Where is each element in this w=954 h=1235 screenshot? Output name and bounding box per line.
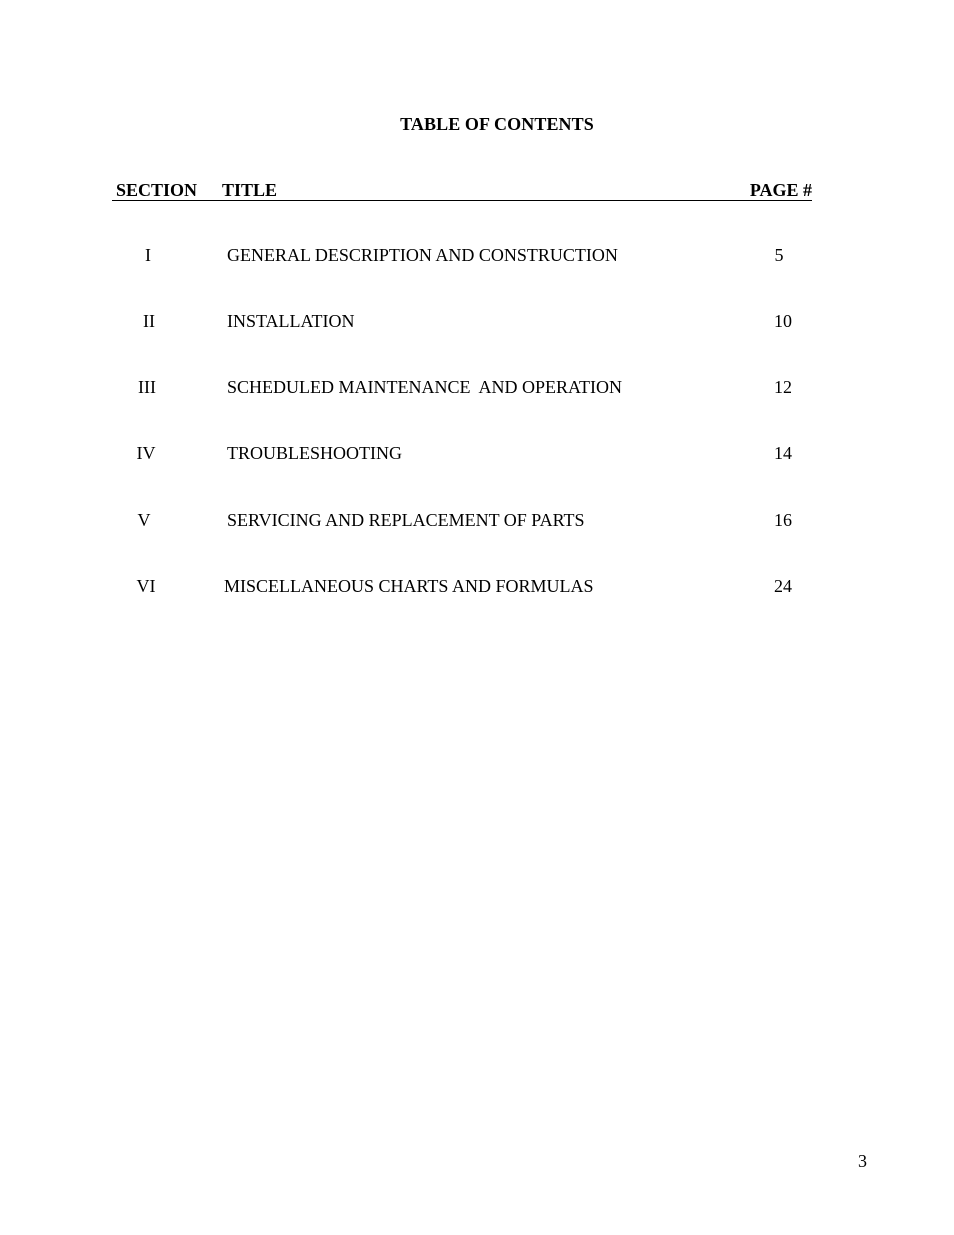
toc-entry-title: INSTALLATION	[227, 311, 355, 331]
toc-entry-page: 5	[774, 245, 784, 265]
toc-entry-section: III	[138, 377, 156, 397]
toc-entry-title: GENERAL DESCRIPTION AND CONSTRUCTION	[227, 245, 618, 265]
toc-entry	[0, 510, 954, 534]
toc-entry	[0, 311, 954, 335]
toc-entry	[0, 443, 954, 467]
toc-entry-page: 14	[774, 443, 792, 463]
column-header-section: SECTION	[116, 180, 198, 200]
toc-entry-title: MISCELLANEOUS CHARTS AND FORMULAS	[224, 576, 594, 596]
page-title: TABLE OF CONTENTS	[400, 114, 594, 134]
toc-entry-page: 10	[774, 311, 792, 331]
toc-entry-section: I	[145, 245, 151, 265]
toc-header-row	[112, 180, 812, 201]
column-header-title: TITLE	[222, 180, 278, 200]
toc-entry-page: 16	[774, 510, 792, 530]
toc-entry-page: 12	[774, 377, 792, 397]
toc-entry-title: TROUBLESHOOTING	[227, 443, 402, 463]
toc-entry-section: V	[137, 510, 151, 530]
toc-entry-title: SCHEDULED MAINTENANCE AND OPERATION	[227, 377, 622, 397]
toc-entry-title: SERVICING AND REPLACEMENT OF PARTS	[227, 510, 585, 530]
toc-entry	[0, 377, 954, 401]
page-number: 3	[858, 1151, 867, 1171]
toc-entry-section: IV	[136, 443, 156, 463]
toc-entry-section: II	[143, 311, 155, 331]
toc-entry-page: 24	[774, 576, 792, 596]
toc-entry	[0, 245, 954, 269]
toc-entry	[0, 576, 954, 600]
column-header-page: PAGE #	[749, 180, 812, 200]
toc-entry-section: VI	[136, 576, 156, 596]
